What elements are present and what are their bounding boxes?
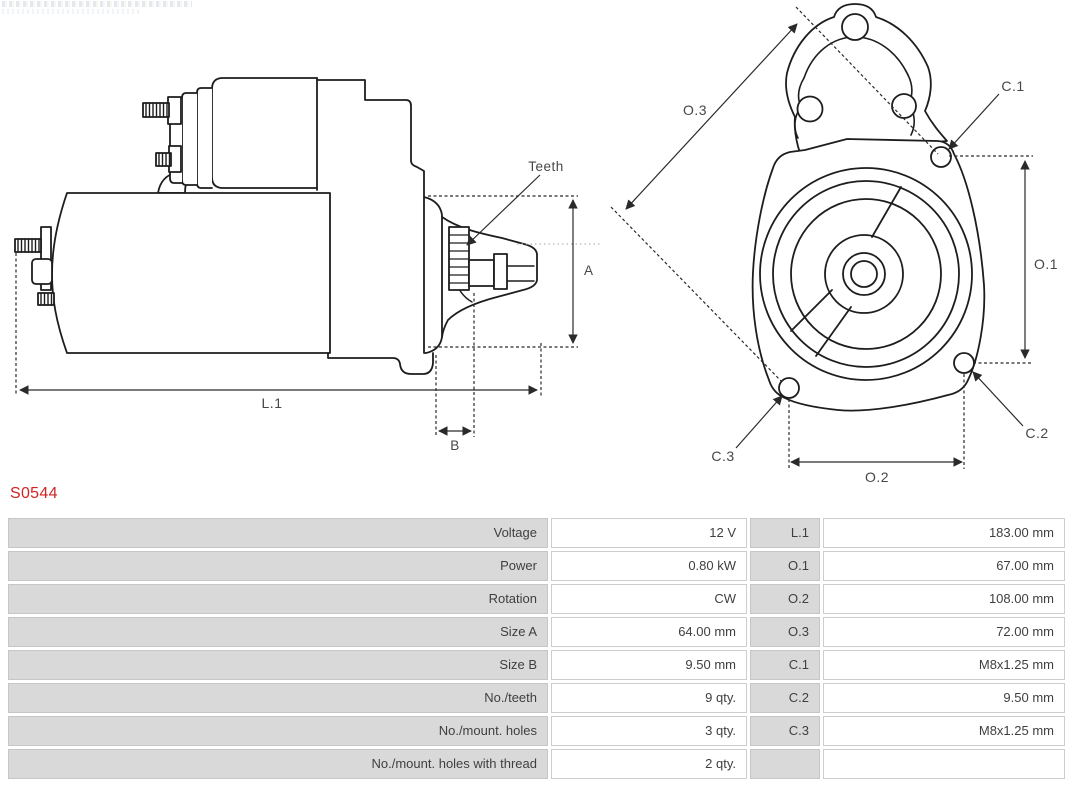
front-view-drawing (753, 4, 985, 411)
table-row (8, 716, 1065, 746)
label-c2: C.2 (1025, 425, 1049, 441)
dim-label: C.3 (750, 716, 820, 746)
label-dim-o1: O.1 (1034, 256, 1059, 272)
dim-value: 183.00 mm (823, 518, 1065, 548)
dim-value: M8x1.25 mm (823, 650, 1065, 680)
spec-label: No./mount. holes with thread (8, 749, 548, 779)
label-c1: C.1 (1001, 78, 1025, 94)
spec-value: 64.00 mm (551, 617, 747, 647)
dim-value: 72.00 mm (823, 617, 1065, 647)
spec-label: Rotation (8, 584, 548, 614)
spec-label: Voltage (8, 518, 548, 548)
dim-label: O.1 (750, 551, 820, 581)
dim-label: C.2 (750, 683, 820, 713)
spec-value: 9.50 mm (551, 650, 747, 680)
dim-label: L.1 (750, 518, 820, 548)
dim-value (823, 749, 1065, 779)
spec-label: No./teeth (8, 683, 548, 713)
side-view-drawing (15, 78, 537, 374)
spec-value: 9 qty. (551, 683, 747, 713)
table-row (8, 551, 1065, 581)
dim-label: O.3 (750, 617, 820, 647)
dim-value: 108.00 mm (823, 584, 1065, 614)
label-dim-l1: L.1 (261, 395, 283, 411)
table-row (8, 518, 1065, 548)
dim-value: 9.50 mm (823, 683, 1065, 713)
spec-value: CW (551, 584, 747, 614)
label-dim-o3: O.3 (682, 102, 708, 118)
table-row (8, 650, 1065, 680)
table-row (8, 584, 1065, 614)
dim-value: M8x1.25 mm (823, 716, 1065, 746)
spec-value: 0.80 kW (551, 551, 747, 581)
label-dim-o2: O.2 (864, 469, 890, 485)
spec-table (8, 518, 1065, 782)
spec-value: 2 qty. (551, 749, 747, 779)
spec-value: 12 V (551, 518, 747, 548)
label-dim-b: B (450, 438, 460, 453)
spec-label: Power (8, 551, 548, 581)
table-row (8, 617, 1065, 647)
label-teeth: Teeth (528, 159, 564, 174)
spec-label: Size B (8, 650, 548, 680)
dim-label: C.1 (750, 650, 820, 680)
label-c3: C.3 (711, 448, 735, 464)
dim-label: O.2 (750, 584, 820, 614)
spec-label: Size A (8, 617, 548, 647)
table-row (8, 683, 1065, 713)
label-dim-a: A (584, 263, 594, 278)
spec-label: No./mount. holes (8, 716, 548, 746)
spec-value: 3 qty. (551, 716, 747, 746)
dim-value: 67.00 mm (823, 551, 1065, 581)
dim-label (750, 749, 820, 779)
table-row (8, 749, 1065, 779)
part-number: S0544 (10, 485, 58, 502)
